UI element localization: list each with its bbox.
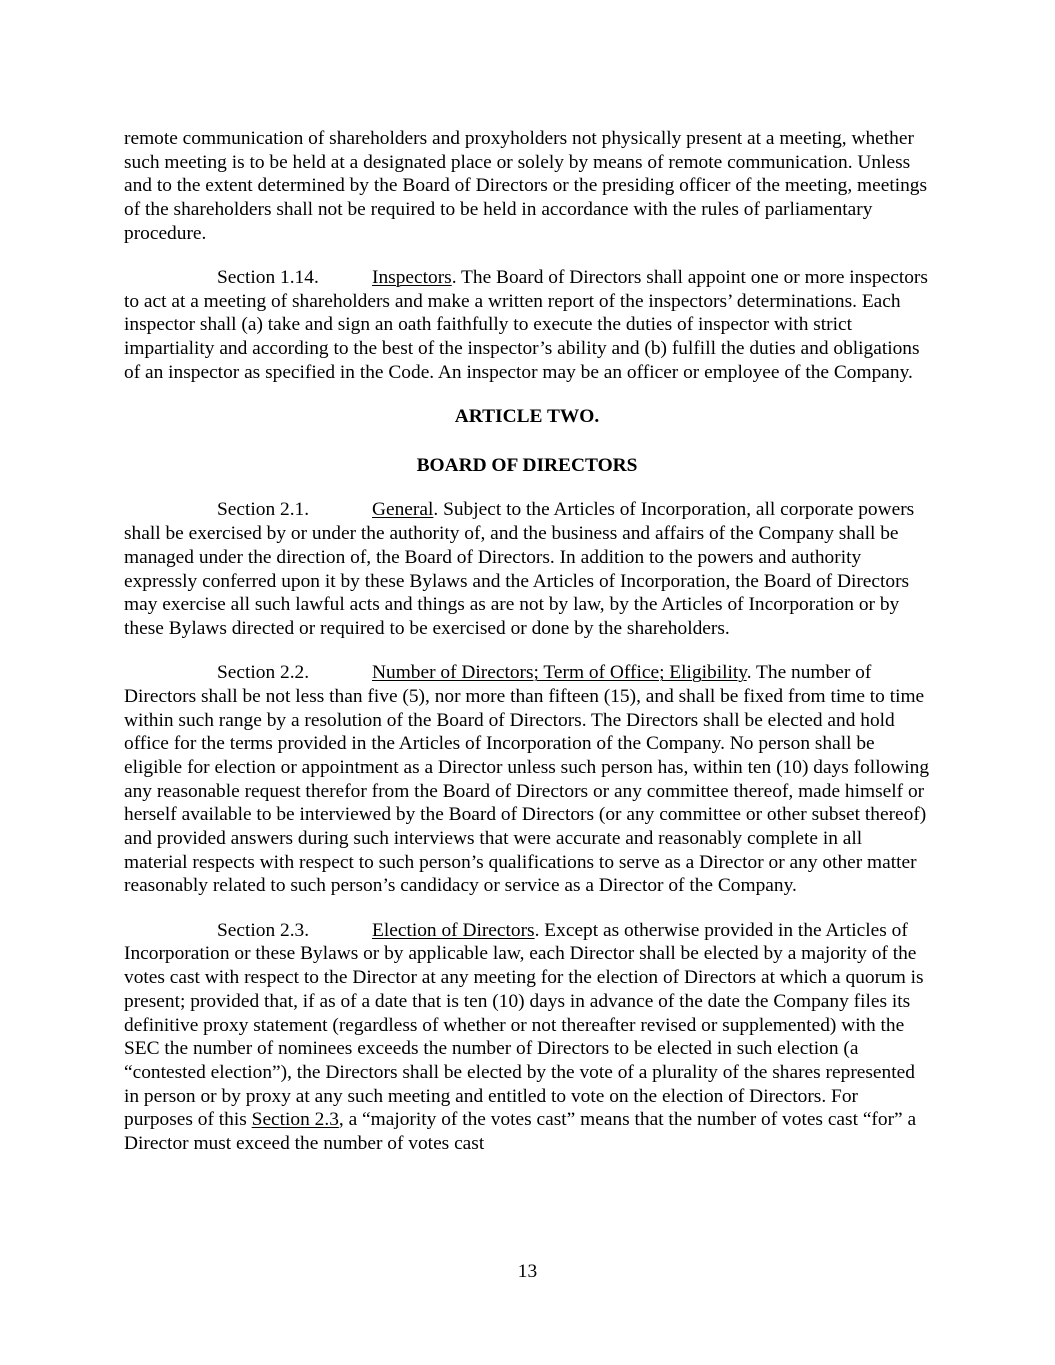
section-body: . The Board of Directors shall appoint one or more inspectors to act at a meeting of shareholders and make a written report of the inspectors’ determinations. Each inspector shall (a) take and sign an oath faithfully to execute the duties of inspector with strict impartiality and according to the best of the inspector’s ability and (b) fulfill the duties and obligations of an inspector as specified in the Code. An inspector may be an officer or employee of the Company.: [124, 267, 928, 383]
section-body: . Except as otherwise provided in the Articles of Incorporation or these Bylaws or by applicable law, each Director shall be elected by a majority of the votes cast with respect to the Director at any meeting for the election of Directors at which a quorum is present; provided that, if as of a date that is ten (10) days in advance of the date the Company files its definitive proxy statement (regardless of whether or not thereafter revised or supplemented) with the SEC the number of nominees exceeds the number of Directors to be elected in such election (a “contested election”), the Directors shall be elected by the vote of a plurality of the shares represented in person or by proxy at any such meeting and entitled to vote on the election of Directors. For purposes of this: [124, 919, 924, 1131]
section-2-3: [124, 919, 930, 1156]
intro-paragraph: remote communication of shareholders and proxyholders not physically present at a meeting, whether such meeting is to be held at a designated place or solely by means of remote communication. Unless and to the extent determined by the Board of Directors or the presiding officer of the meeting, meetings of the shareholders shall not be required to be held in accordance with the rules of parliamentary procedure.: [124, 128, 928, 244]
section-body-continued: , a “majority of the votes cast” means that the number of votes cast “for” a Director must exceed the number of votes cast: [124, 1109, 917, 1155]
section-number: Section 2.3.: [217, 919, 310, 941]
section-title: Inspectors: [372, 267, 452, 289]
section-title: General: [372, 499, 434, 521]
document-page: [124, 127, 930, 1176]
section-crossref: Section 2.3: [251, 1109, 339, 1131]
article-subheading: BOARD OF DIRECTORS: [416, 454, 638, 476]
section-body: . The number of Directors shall be not less than five (5), nor more than fifteen (15), and shall be fixed from time to time within such range by a resolution of the Board of Directors. The Directors shall be elected and hold office for the terms provided in the Articles of Incorporation of the Company. No person shall be eligible for election or appointment as a Director unless such person has, within ten (10) days following any reasonable request therefor from the Board of Directors or any committee thereof, made himself or herself available to be interviewed by the Board of Directors (or any committee or other subset thereof) and provided answers during such interviews that were accurate and reasonably complete in all material respects with respect to such person’s qualifications to serve as a Director or any other matter reasonably related to such person’s candidacy or service as a Director of the Company.: [124, 662, 930, 897]
article-heading: ARTICLE TWO.: [454, 406, 600, 428]
section-number: Section 2.1.: [217, 499, 310, 521]
section-2-2: [124, 661, 930, 898]
section-body: . Subject to the Articles of Incorporation, all corporate powers shall be exercised by or under the authority of, and the business and affairs of the Company shall be managed under the direction of, the Board of Directors. In addition to the powers and authority expressly conferred upon it by these Bylaws and the Articles of Incorporation, the Board of Directors may exercise all such lawful acts and things as are not by law, by the Articles of Incorporation or by these Bylaws directed or required to be exercised or done by the shareholders.: [124, 499, 915, 639]
section-2-1: [124, 498, 930, 640]
section-1-14: [124, 266, 930, 385]
page-number: 13: [517, 1261, 538, 1282]
section-title: Election of Directors: [372, 919, 535, 941]
section-title: Number of Directors; Term of Office; Eligibility: [372, 662, 747, 684]
section-number: Section 1.14.: [217, 267, 319, 289]
section-number: Section 2.2.: [217, 662, 310, 684]
